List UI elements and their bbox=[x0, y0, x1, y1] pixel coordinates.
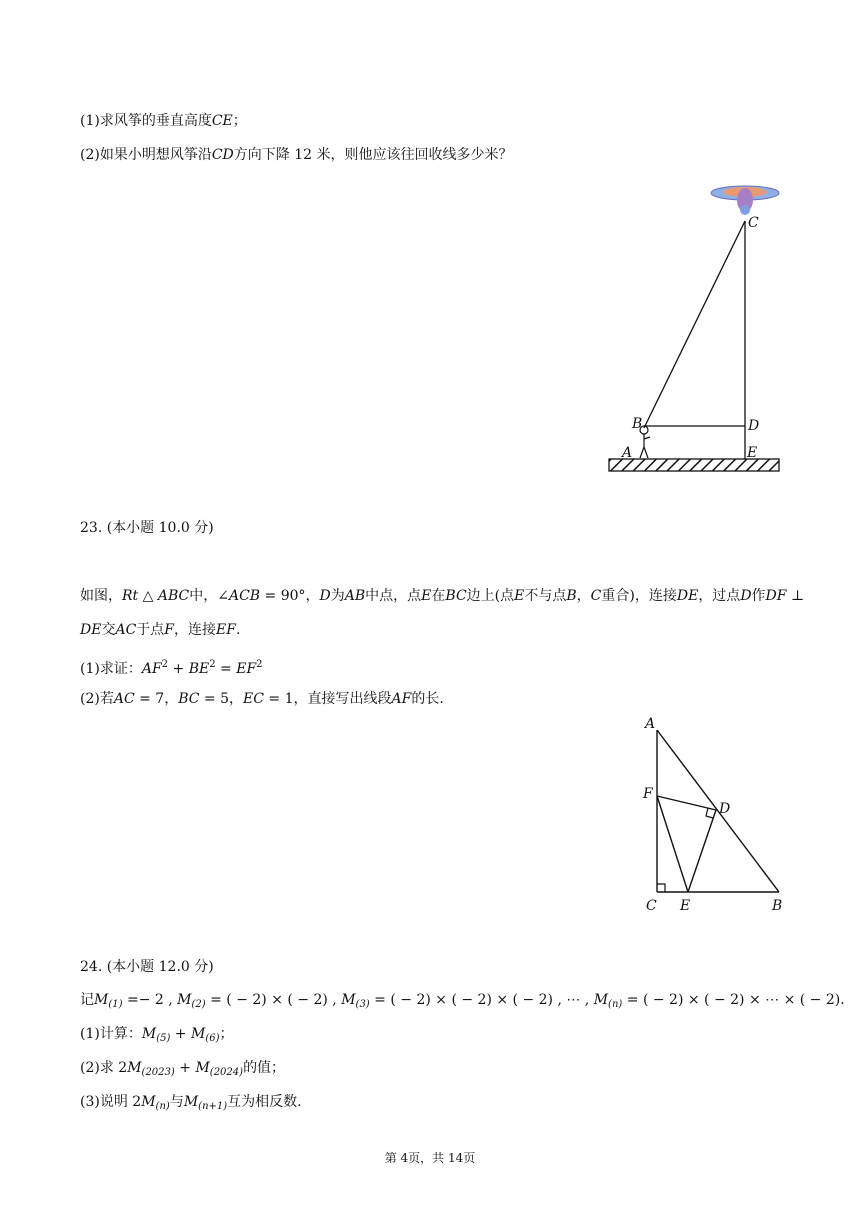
label-E: E bbox=[747, 445, 758, 461]
label-A: A bbox=[645, 716, 656, 732]
label-A: A bbox=[622, 445, 633, 461]
problem-24-question-2: (2)求 $2M_{(2023)} + M_{(2024)}$的值； bbox=[80, 1060, 286, 1078]
problem-23-question-1: (1)求证：$AF^2 + BE^2 = EF^2$ bbox=[80, 659, 263, 677]
label-F: F bbox=[643, 786, 653, 802]
label-D: D bbox=[719, 801, 731, 817]
kite-icon bbox=[711, 186, 779, 215]
problem-23-stem-line2: DE交AC于点F，连接EF. bbox=[80, 622, 241, 638]
problem-24-question-1: (1)计算：$M_{(5)} + M_{(6)}$； bbox=[80, 1026, 234, 1044]
kite-figure bbox=[600, 175, 790, 480]
triangle-figure bbox=[636, 712, 796, 917]
label-D: D bbox=[748, 418, 760, 434]
label-B: B bbox=[632, 416, 643, 432]
label-C: C bbox=[646, 898, 657, 914]
kite-question-1: (1)求风筝的垂直高度CE； bbox=[80, 113, 247, 129]
page-footer: 第 4页，共 14页 bbox=[384, 1151, 476, 1165]
problem-24-stem: 记$M_{(1)} =- 2$ , $M_{(2)}$ = ( − 2) × ( − 2) , $M_{(3)}$ = ( − 2) × ( − 2) × ( − 2) , ⋯ , $M_{(n)}$ = ( − 2) × ( − 2) × ⋯ × ( − 2). bbox=[80, 992, 845, 1010]
label-C: C bbox=[748, 215, 759, 231]
problem-23-question-2: (2)若AC = 7，BC = 5，EC = 1，直接写出线段AF的长. bbox=[80, 691, 444, 707]
label-E: E bbox=[680, 898, 691, 914]
problem-23-stem-line1: 如图，Rt △ ABC中，∠ACB = 90°，D为AB中点，点E在BC边上(点E不与点B，C重合)，连接DE，过点D作DF ⊥ bbox=[80, 588, 805, 604]
problem-24-header: 24. (本小题 12.0 分) bbox=[80, 959, 214, 975]
problem-24-question-3: (3)说明 $2M_{(n)}$与$M_{(n+1)}$互为相反数. bbox=[80, 1094, 302, 1112]
label-B: B bbox=[772, 898, 783, 914]
problem-23-header: 23. (本小题 10.0 分) bbox=[80, 520, 214, 536]
kite-question-2: (2)如果小明想风筝沿CD方向下降 12 米，则他应该往回收线多少米？ bbox=[80, 147, 513, 163]
